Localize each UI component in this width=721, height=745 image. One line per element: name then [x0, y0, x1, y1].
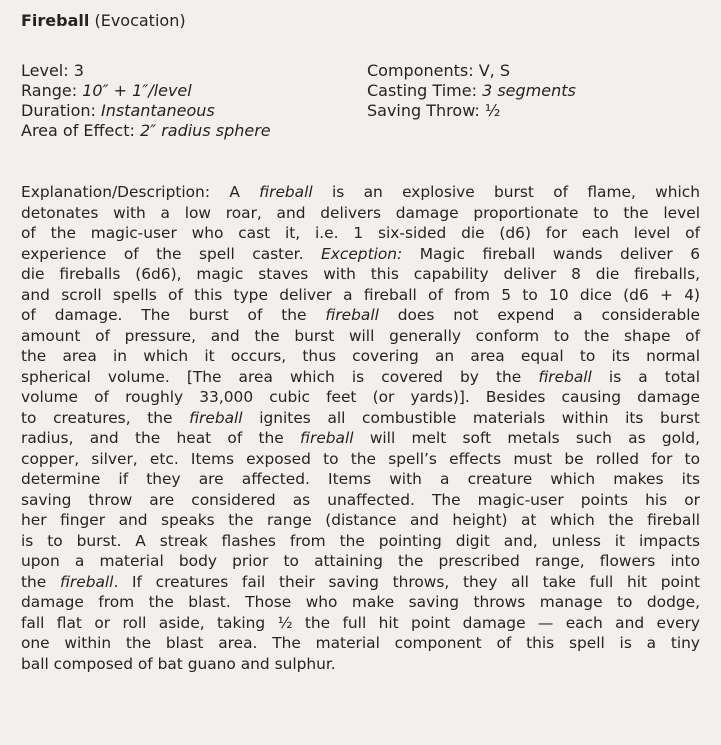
- description-text: ignites all combustible materials within its burst: [259, 408, 700, 427]
- spell-heading: [21, 11, 186, 31]
- spell-school: (Evocation): [94, 11, 186, 30]
- description-text: to creatures, the: [21, 408, 173, 427]
- description-line: of the magic-user who cast it, i.e. 1 six-sided die (d6) for each level of: [21, 224, 700, 242]
- description-line: [21, 572, 700, 593]
- italic-term: fireball: [538, 367, 592, 386]
- description-line: [21, 428, 700, 449]
- description-line: die fireballs (6d6), magic staves with this capability deliver 8 die fireballs,: [21, 265, 700, 283]
- italic-term: fireball: [325, 306, 379, 324]
- description-line: [21, 367, 700, 388]
- description-line: [21, 305, 700, 326]
- description-label: Explanation/Description:: [21, 183, 211, 201]
- description-line: is to burst. A streak flashes from the pointing digit and, unless it impacts: [21, 531, 700, 550]
- description-line: damage from the blast. Those who make saving throws manage to dodge,: [21, 593, 700, 611]
- stat-components: [367, 61, 576, 81]
- stat-label: Casting Time:: [367, 81, 477, 100]
- description-text: spherical volume. [The area which is covered by the: [21, 367, 522, 386]
- stat-value: 10″ + 1″/level: [82, 81, 192, 100]
- description-text: will melt soft metals such as gold,: [369, 429, 700, 447]
- description-text: Magic fireball wands deliver 6: [419, 244, 700, 263]
- description-line: saving throw are considered as unaffected. The magic-user points his or: [21, 490, 700, 509]
- description-line: detonates with a low roar, and delivers damage proportionate to the level: [21, 203, 700, 222]
- description-text: the: [21, 572, 47, 591]
- description-line: amount of pressure, and the burst will generally conform to the shape of: [21, 326, 700, 345]
- italic-term: fireball: [189, 408, 243, 427]
- spell-name: Fireball: [21, 11, 90, 30]
- description-text: radius, and the heat of the: [21, 429, 284, 447]
- description-line: fall flat or roll aside, taking ½ the full hit point damage — each and every: [21, 613, 700, 632]
- stat-label: Components:: [367, 61, 474, 80]
- description-text: of damage. The burst of the: [21, 306, 307, 324]
- stat-value: 2″ radius sphere: [139, 121, 271, 140]
- stat-label: Duration:: [21, 101, 96, 120]
- stat-value: ½: [484, 101, 501, 120]
- description-line: [21, 408, 700, 429]
- description-text: experience of the spell caster.: [21, 244, 304, 263]
- stat-casting-time: [367, 81, 576, 101]
- description-text: is an explosive burst of flame, which: [331, 183, 700, 201]
- description-line: the area in which it occurs, thus covering an area equal to its normal: [21, 347, 700, 365]
- description-line: volume of roughly 33,000 cubic feet (or yards)]. Besides causing damage: [21, 388, 700, 406]
- description-text: A: [229, 183, 240, 201]
- stat-value: V, S: [478, 61, 510, 80]
- italic-term: fireball: [59, 572, 114, 591]
- stat-duration: [21, 101, 271, 121]
- stat-range: [21, 81, 271, 101]
- stat-label: Range:: [21, 81, 78, 100]
- stat-level: [21, 61, 271, 81]
- description-line: one within the blast area. The material component of this spell is a tiny: [21, 634, 700, 652]
- stat-value: Instantaneous: [100, 101, 215, 120]
- description-text: . If creatures fail their saving throws, they all take full hit point: [113, 572, 700, 591]
- stat-label: Saving Throw:: [367, 101, 480, 120]
- stats-column-left: [21, 61, 271, 141]
- italic-term: Exception:: [321, 244, 403, 263]
- stat-label: Area of Effect:: [21, 121, 135, 140]
- description-text: does not expend a considerable: [397, 306, 700, 324]
- stat-area-of-effect: [21, 121, 271, 141]
- stat-value: 3: [73, 61, 84, 80]
- description-line: upon a material body prior to attaining the prescribed range, flowers into: [21, 552, 700, 570]
- stats-column-right: [367, 61, 576, 121]
- description-text: is a total: [608, 367, 700, 386]
- spell-description: [21, 182, 700, 674]
- stat-label: Level:: [21, 61, 69, 80]
- description-line: determine if they are affected. Items with a creature which makes its: [21, 470, 700, 488]
- description-line: copper, silver, etc. Items exposed to the spell’s effects must be rolled for to: [21, 449, 700, 468]
- description-line: [21, 244, 700, 265]
- italic-term: fireball: [300, 429, 354, 447]
- italic-term: fireball: [259, 183, 313, 201]
- description-line: and scroll spells of this type deliver a fireball of from 5 to 10 dice (d6 + 4): [21, 285, 700, 304]
- description-line: her finger and speaks the range (distance and height) at which the fireball: [21, 511, 700, 529]
- stat-saving-throw: [367, 101, 576, 121]
- stat-value: 3 segments: [482, 81, 576, 100]
- description-line: ball composed of bat guano and sulphur.: [21, 654, 336, 673]
- description-line: [21, 182, 700, 203]
